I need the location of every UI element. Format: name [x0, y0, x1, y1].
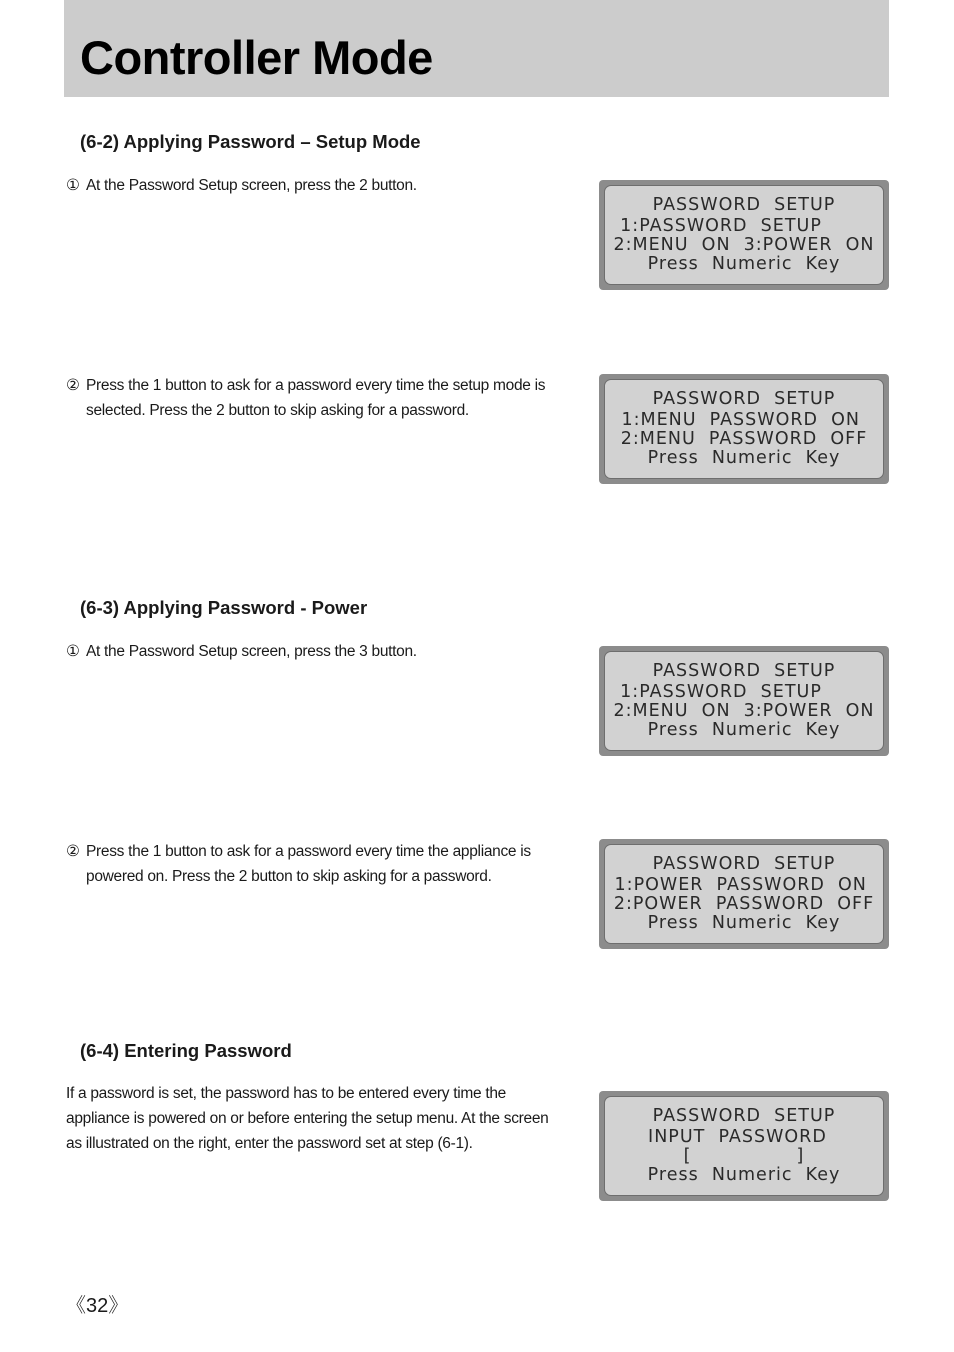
lcd-line: PASSWORD SETUP [652, 195, 836, 215]
lcd-display [604, 844, 884, 944]
lcd-screen-4 [599, 839, 889, 949]
lcd-line: 1:PASSWORD SETUP [620, 682, 868, 702]
paragraph-line: If a password is set, the password has to be entered every time the [66, 1085, 506, 1102]
section-heading-6-2: (6-2) Applying Password – Setup Mode [80, 131, 421, 152]
page-title: Controller Mode [80, 31, 433, 84]
lcd-line: [ ] [683, 1146, 805, 1166]
lcd-line: PASSWORD SETUP [652, 1106, 836, 1126]
paragraph-line: as illustrated on the right, enter the password set at step (6-1). [66, 1135, 473, 1152]
section-heading-6-4: (6-4) Entering Password [80, 1040, 292, 1061]
step-text: At the Password Setup screen, press the 3 button. [86, 643, 417, 660]
step-text: At the Password Setup screen, press the 2 button. [86, 177, 417, 194]
step-number: ② [66, 843, 80, 860]
page-number: 《32》 [66, 1295, 129, 1317]
lcd-screen-3 [599, 646, 889, 756]
lcd-line: PASSWORD SETUP [652, 389, 836, 409]
step-text: Press the 1 button to ask for a password every time the setup mode is [86, 377, 546, 394]
step-6-2-1 [66, 173, 576, 198]
step-text-continued: powered on. Press the 2 button to skip asking for a password. [86, 868, 492, 885]
lcd-line: INPUT PASSWORD [648, 1127, 840, 1147]
section-heading-6-3: (6-3) Applying Password - Power [80, 597, 368, 618]
lcd-line: 2:POWER PASSWORD OFF [613, 894, 875, 914]
lcd-display [604, 185, 884, 285]
lcd-line: 1:POWER PASSWORD ON [614, 875, 874, 895]
lcd-line: Press Numeric Key [647, 1165, 841, 1185]
lcd-line: 2:MENU ON 3:POWER ON [613, 701, 875, 721]
lcd-line: Press Numeric Key [647, 448, 841, 468]
lcd-line: 2:MENU ON 3:POWER ON [613, 235, 875, 255]
lcd-line: Press Numeric Key [647, 913, 841, 933]
header-bar [64, 0, 889, 97]
lcd-display [604, 1096, 884, 1196]
lcd-line: Press Numeric Key [647, 254, 841, 274]
lcd-screen-1 [599, 180, 889, 290]
lcd-line: PASSWORD SETUP [652, 661, 836, 681]
step-number: ① [66, 643, 80, 660]
lcd-line: PASSWORD SETUP [652, 854, 836, 874]
paragraph-line: appliance is powered on or before entering the setup menu. At the screen [66, 1110, 549, 1127]
step-text-continued: selected. Press the 2 button to skip asking for a password. [86, 402, 469, 419]
step-number: ② [66, 377, 80, 394]
step-number: ① [66, 177, 80, 194]
step-6-3-1 [66, 639, 576, 664]
lcd-line: 1:MENU PASSWORD ON [621, 410, 867, 430]
step-6-2-2 [66, 373, 576, 423]
lcd-display [604, 651, 884, 751]
lcd-display [604, 379, 884, 479]
lcd-line: 1:PASSWORD SETUP [620, 216, 868, 236]
step-6-3-2 [66, 839, 576, 889]
step-text: Press the 1 button to ask for a password every time the appliance is [86, 843, 531, 860]
lcd-line: 2:MENU PASSWORD OFF [620, 429, 868, 449]
lcd-screen-5 [599, 1091, 889, 1201]
lcd-line: Press Numeric Key [647, 720, 841, 740]
lcd-screen-2 [599, 374, 889, 484]
entering-password-paragraph [66, 1081, 576, 1156]
